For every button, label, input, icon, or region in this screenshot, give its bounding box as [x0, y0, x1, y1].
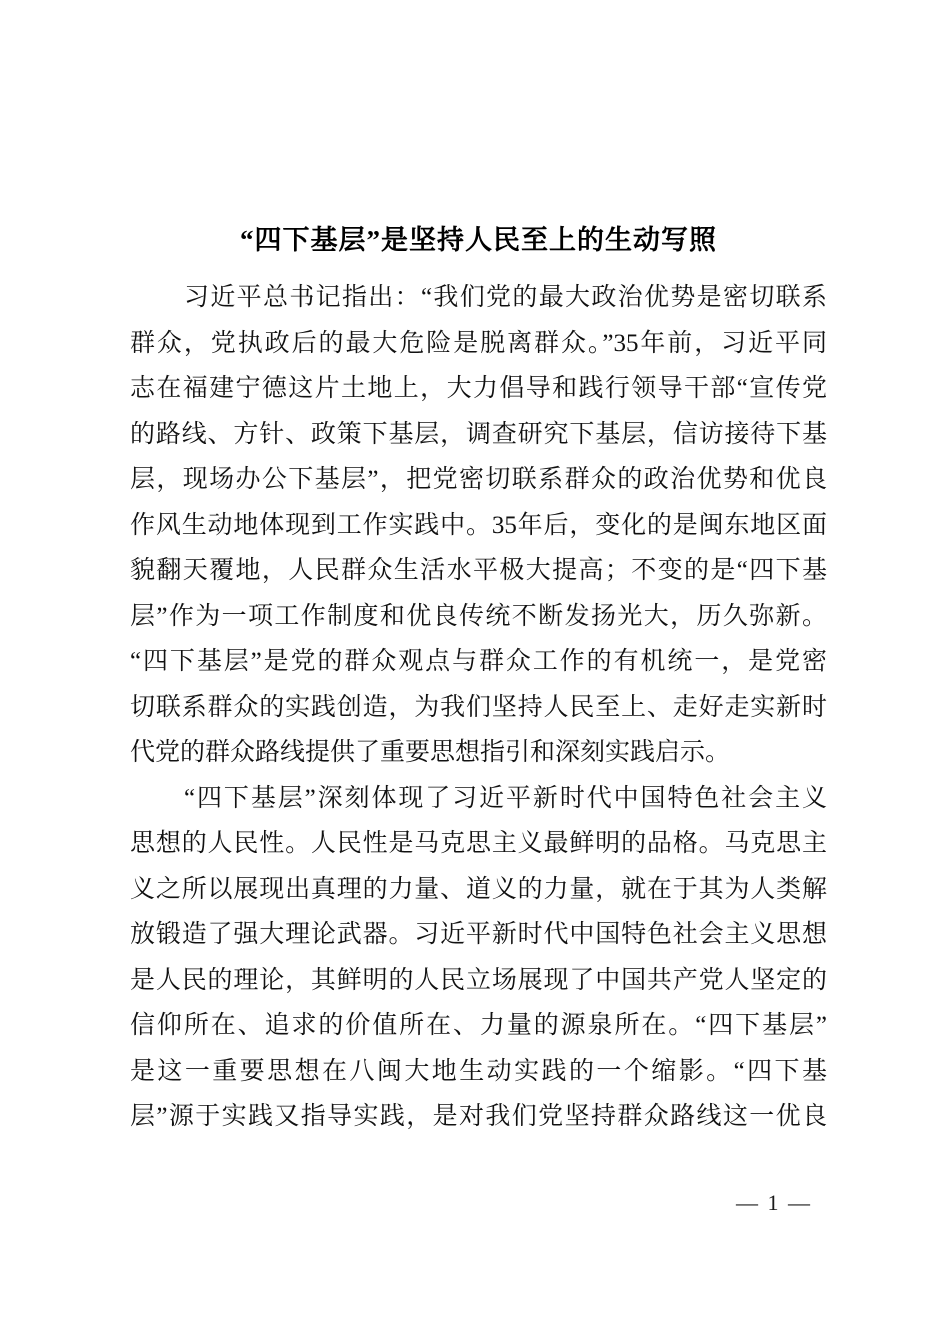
text-line: 层”作为一项工作制度和优良传统不断发扬光大，历久弥新。: [130, 602, 827, 630]
text-line: 放锻造了强大理论武器。习近平新时代中国特色社会主义思想: [130, 921, 827, 948]
text-line: 层，现场办公下基层”，把党密切联系群众的政治优势和优良: [130, 466, 827, 493]
text-line: “四下基层”深刻体现了习近平新时代中国特色社会主义: [184, 784, 827, 812]
text-line: 习近平总书记指出：“我们党的最大政治优势是密切联系: [184, 284, 827, 311]
text-line: 层”源于实践又指导实践，是对我们党坚持群众路线这一优良: [130, 1103, 827, 1130]
document-title: “四下基层”是坚持人民至上的生动写照: [240, 225, 717, 255]
text-line: 代党的群众路线提供了重要思想指引和深刻实践启示。: [130, 739, 731, 766]
text-line: 切联系群众的实践创造，为我们坚持人民至上、走好走实新时: [130, 693, 827, 721]
document-body: [130, 275, 827, 1140]
text-line: 作风生动地体现到工作实践中。35年后，变化的是闽东地区面: [130, 511, 827, 539]
paragraph-2: [130, 776, 827, 1140]
text-line: 义之所以展现出真理的力量、道义的力量，就在于其为人类解: [130, 875, 827, 903]
text-line: 志在福建宁德这片土地上，大力倡导和践行领导干部“宣传党: [130, 375, 827, 402]
text-line: 的路线、方针、政策下基层，调查研究下基层，信访接待下基: [130, 420, 827, 448]
page-number: — 1 —: [736, 1190, 812, 1215]
text-line: 是人民的理论，其鲜明的人民立场展现了中国共产党人坚定的: [130, 966, 827, 994]
text-line: 是这一重要思想在八闽大地生动实践的一个缩影。“四下基: [130, 1057, 827, 1085]
text-line: 群众，党执政后的最大危险是脱离群众。”35年前，习近平同: [130, 329, 827, 357]
text-line: 思想的人民性。人民性是马克思主义最鲜明的品格。马克思主: [130, 830, 827, 857]
text-line: 貌翻天覆地，人民群众生活水平极大提高；不变的是“四下基: [130, 557, 827, 584]
paragraph-1: [130, 275, 827, 776]
text-line: 信仰所在、追求的价值所在、力量的源泉所在。“四下基层”: [130, 1012, 827, 1039]
text-line: “四下基层”是党的群众观点与群众工作的有机统一，是党密: [130, 648, 827, 675]
